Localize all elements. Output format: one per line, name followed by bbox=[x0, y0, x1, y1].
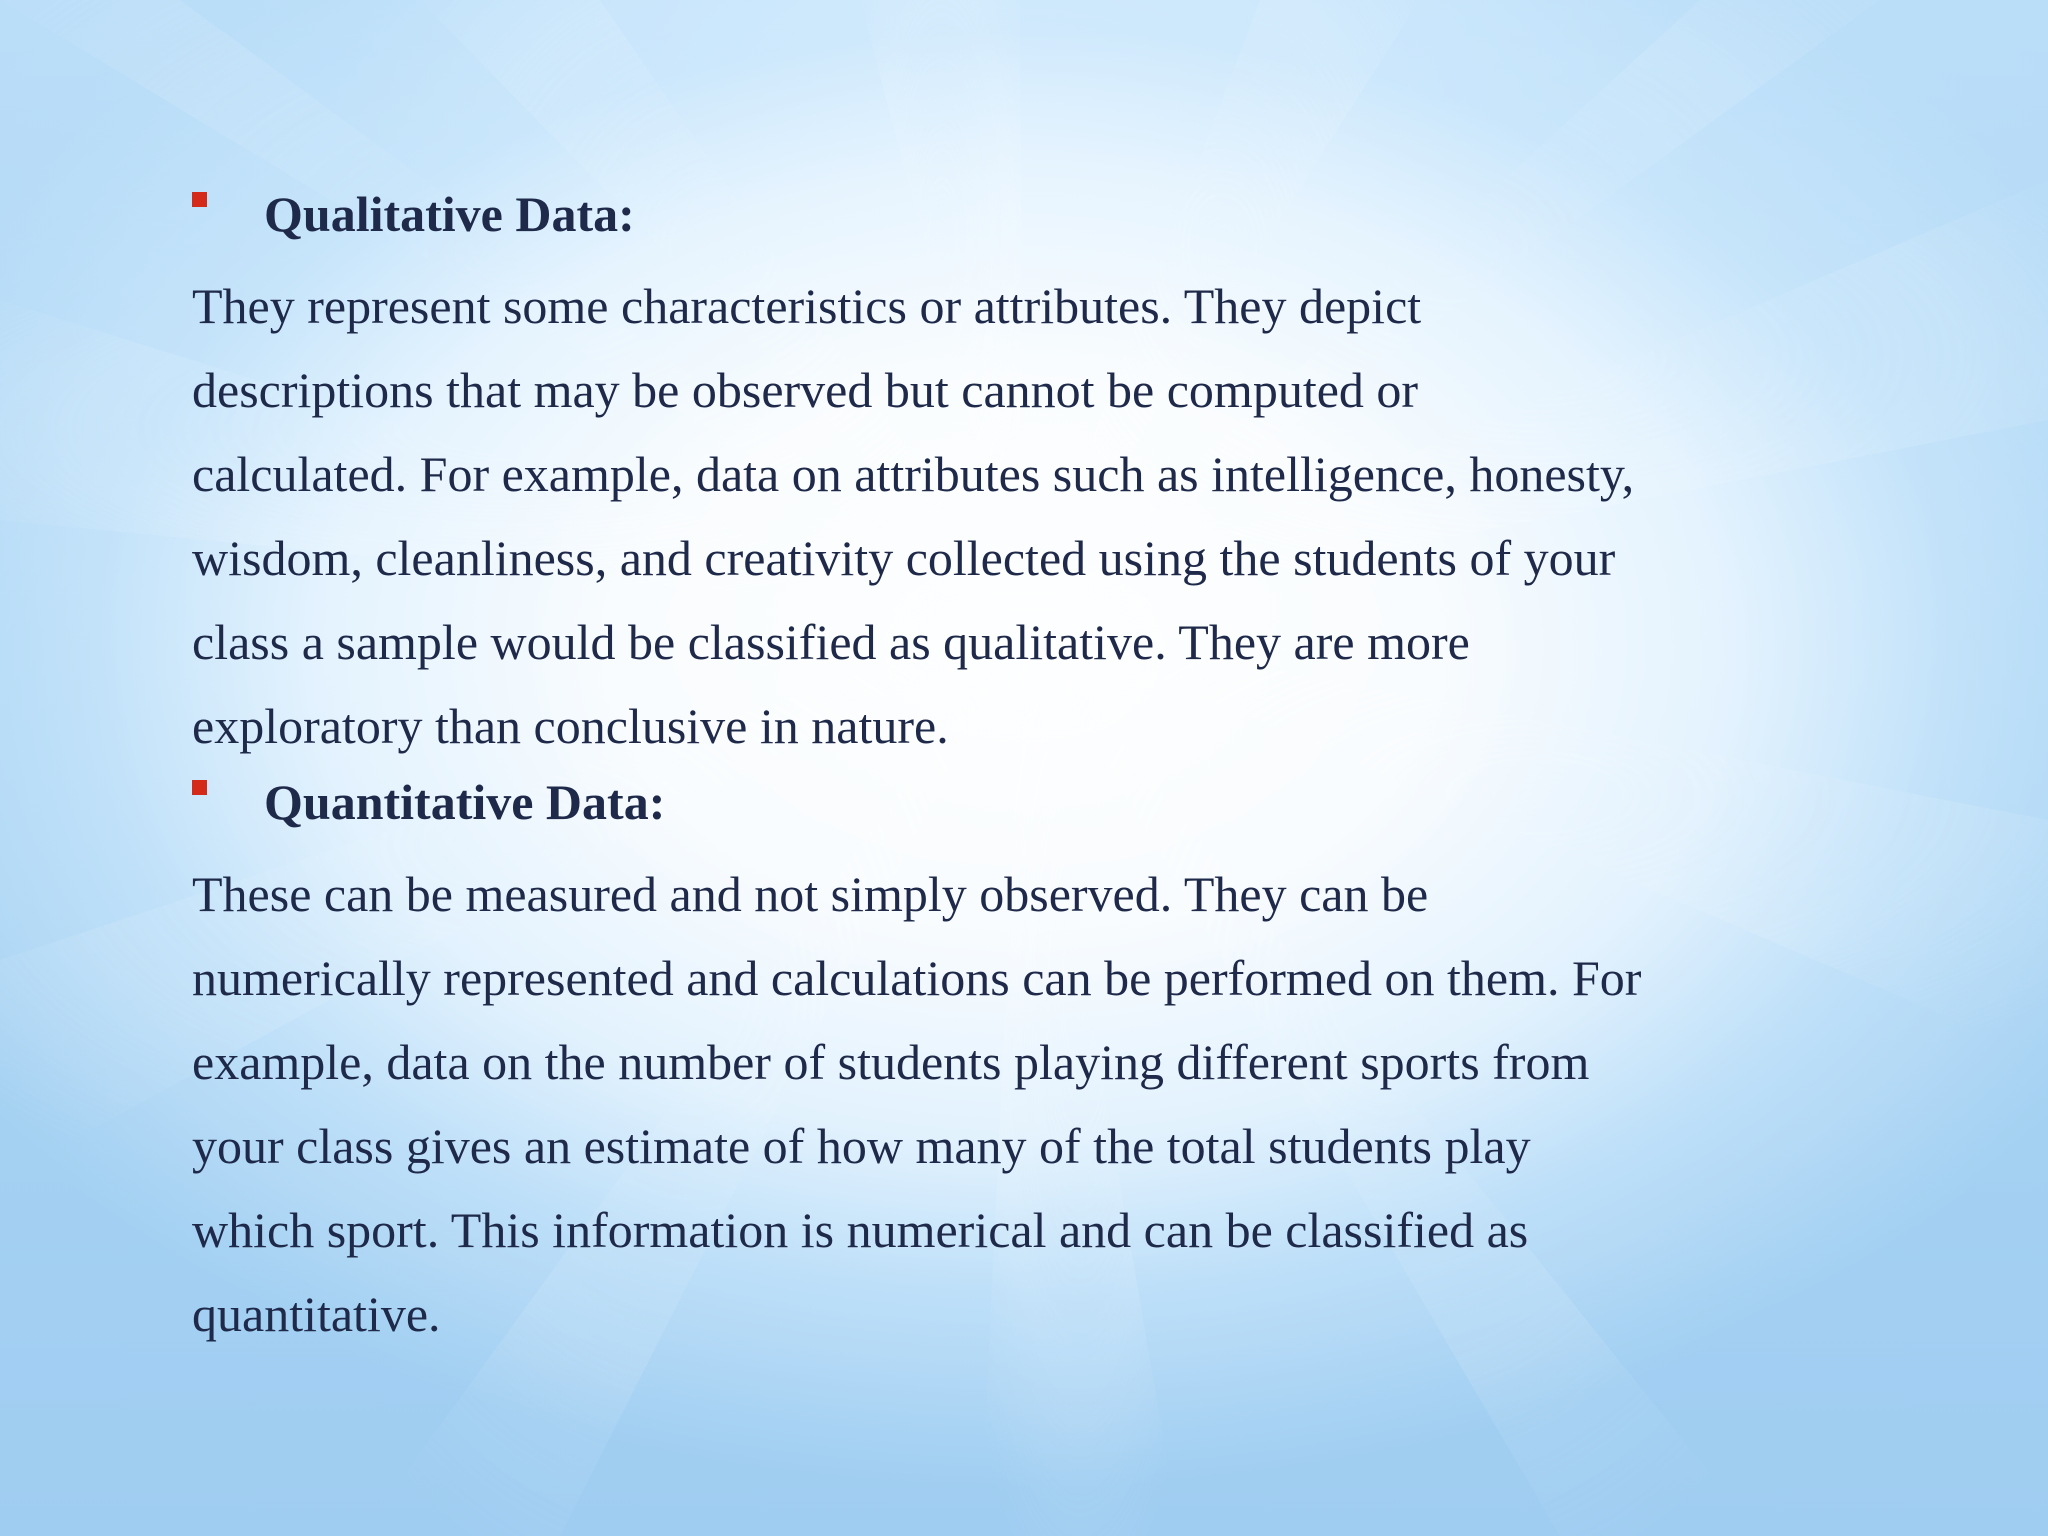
quantitative-heading-row bbox=[192, 768, 1812, 852]
quantitative-text-line: which sport. This information is numerical and can be classified as bbox=[192, 1202, 1529, 1258]
quantitative-text-line: example, data on the number of students playing different sports from bbox=[192, 1034, 1590, 1090]
qualitative-text-line: exploratory than conclusive in nature. bbox=[192, 698, 949, 754]
quantitative-heading: Quantitative Data: bbox=[264, 774, 666, 830]
quantitative-text-line: your class gives an estimate of how many of the total students play bbox=[192, 1118, 1531, 1174]
quantitative-text-line: numerically represented and calculations can be performed on them. For bbox=[192, 950, 1642, 1006]
qualitative-text-line: descriptions that may be observed but cannot be computed or bbox=[192, 362, 1419, 418]
qualitative-heading-row bbox=[192, 180, 1812, 264]
quantitative-text-line: These can be measured and not simply observed. They can be bbox=[192, 866, 1429, 922]
quantitative-text-line: quantitative. bbox=[192, 1286, 441, 1342]
qualitative-text-line: calculated. For example, data on attributes such as intelligence, honesty, bbox=[192, 446, 1635, 502]
quantitative-section bbox=[192, 768, 1812, 1356]
qualitative-section bbox=[192, 180, 1812, 768]
qualitative-text-line: They represent some characteristics or attributes. They depict bbox=[192, 278, 1422, 334]
qualitative-heading: Qualitative Data: bbox=[264, 186, 635, 242]
slide-content bbox=[192, 180, 1812, 1356]
square-bullet-icon bbox=[192, 780, 207, 795]
qualitative-text-line: class a sample would be classified as qualitative. They are more bbox=[192, 614, 1470, 670]
qualitative-text-line: wisdom, cleanliness, and creativity collected using the students of your bbox=[192, 530, 1616, 586]
square-bullet-icon bbox=[192, 192, 207, 207]
